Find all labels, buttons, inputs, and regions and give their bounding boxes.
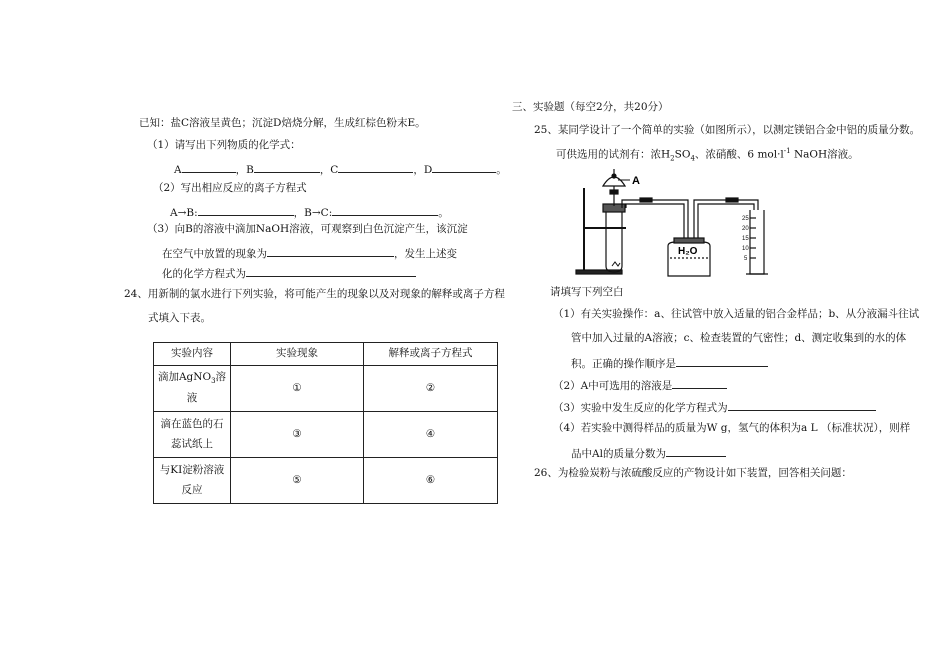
q3-line3 [162, 266, 416, 280]
label-c: ，C [319, 164, 339, 176]
graduated-cylinder [750, 210, 764, 274]
row-phenomenon[interactable]: ⑤ [231, 458, 364, 504]
blank-solution[interactable] [672, 378, 727, 389]
row-phenomenon[interactable]: ① [231, 366, 364, 412]
q1-prompt: （1）请写出下列物质的化学式： [147, 139, 301, 151]
row-phenomenon[interactable]: ③ [231, 412, 364, 458]
scale-tick-label: 10 [742, 246, 749, 252]
table-header-row [154, 343, 498, 366]
row-content: 滴加AgNO$_3$溶 液 [154, 366, 231, 412]
scale-tick-label: 15 [742, 236, 749, 242]
apparatus-diagram [570, 166, 780, 280]
q24-line2: 式填入下表。 [148, 312, 211, 324]
known-info: 已知：盐C溶液呈黄色；沉淀D焙烧分解，生成红棕色粉末E。 [139, 117, 426, 129]
q3-line2 [162, 246, 457, 260]
blank-a[interactable] [182, 162, 236, 173]
label-a: A [632, 175, 640, 187]
header-phenomenon: 实验现象 [231, 343, 364, 366]
label-a: A [174, 164, 182, 176]
label-b: ，B [235, 164, 254, 176]
blank-a-to-b[interactable] [198, 205, 294, 216]
label-d: ，D [413, 164, 433, 176]
p1-line2: 管中加入过量的A溶液；c、检查装置的气密性；d、测定收集到的水的体 [571, 332, 907, 344]
blank-order[interactable] [676, 356, 768, 367]
q3-equation-label: 化的化学方程式为 [162, 268, 246, 280]
q25-reagents: 可供选用的试剂有：浓$H_2SO_4$、浓硝酸、6 $mol\cdot l^{-1}$ NaOH溶液。 [556, 147, 859, 163]
section-heading: 三、实验题（每空2分，共20分） [512, 101, 669, 113]
period: 。 [496, 164, 507, 176]
blank-d[interactable] [432, 162, 496, 173]
q24-line1: 24、用新制的氯水进行下列实验，将可能产生的现象以及对现象的解释或离子方程 [124, 288, 505, 300]
blank-b[interactable] [254, 162, 320, 173]
q2-prompt: （2）写出相应反应的离子方程式 [153, 182, 307, 194]
period: 。 [438, 207, 449, 219]
table-row [154, 412, 498, 458]
fill-blanks-prompt: 请填写下列空白 [550, 286, 624, 298]
scale-tick-label: 20 [742, 226, 749, 232]
row-explanation[interactable]: ② [364, 366, 498, 412]
header-explanation: 解释或离子方程式 [364, 343, 498, 366]
q3-phenomenon-label: 在空气中放置的现象为 [162, 248, 267, 260]
row-explanation[interactable]: ⑥ [364, 458, 498, 504]
blank-mass-fraction[interactable] [666, 446, 726, 457]
q3-line2-tail: ，发生上述变 [394, 248, 457, 260]
label-b-to-c: ，B→C: [293, 207, 333, 219]
q2-answer-row [170, 205, 449, 219]
table-row [154, 366, 498, 412]
q26: 26、为检验炭粉与浓硫酸反应的产物设计如下装置，回答相关问题： [534, 467, 852, 479]
scale-tick-label: 25 [742, 216, 749, 222]
q3-line1: （3）向B的溶液中滴加NaOH溶液，可观察到白色沉淀产生，该沉淀 [147, 223, 468, 235]
label-a-to-b: A→B: [170, 207, 198, 219]
delivery-tube-1 [622, 200, 688, 238]
blank-phenomenon[interactable] [267, 246, 394, 257]
p1-line1: （1）有关实验操作：a、往试管中放入适量的铝合金样品；b、从分液漏斗往试 [553, 308, 920, 320]
header-content: 实验内容 [154, 343, 231, 366]
row-content: 滴在蓝色的石 蕊试纸上 [154, 412, 231, 458]
label-h2o: H₂O [678, 246, 698, 257]
blank-b-to-c[interactable] [332, 205, 438, 216]
blank-reaction[interactable] [728, 400, 876, 411]
sample [612, 262, 620, 266]
q25-line1: 25、某同学设计了一个简单的实验（如图所示），以测定镁铝合金中铝的质量分数。 [534, 124, 921, 136]
p4-line1: （4）若实验中测得样品的质量为W g，氢气的体积为a L （标准状况），则样 [553, 422, 911, 434]
p2: （2）A中可选用的溶液是 [553, 378, 727, 392]
experiment-table [153, 342, 498, 504]
test-tube [606, 204, 622, 272]
q1-answer-row [174, 162, 507, 176]
p4-line2: 品中Al的质量分数为 [571, 446, 726, 460]
scale-tick-label: 5 [744, 256, 748, 262]
blank-c[interactable] [338, 162, 413, 173]
p3: （3）实验中发生反应的化学方程式为 [553, 400, 876, 414]
row-explanation[interactable]: ④ [364, 412, 498, 458]
p1-line3: 积。正确的操作顺序是 [571, 356, 768, 370]
blank-equation[interactable] [246, 266, 416, 277]
table-row [154, 458, 498, 504]
row-content: 与KI淀粉溶液 反应 [154, 458, 231, 504]
